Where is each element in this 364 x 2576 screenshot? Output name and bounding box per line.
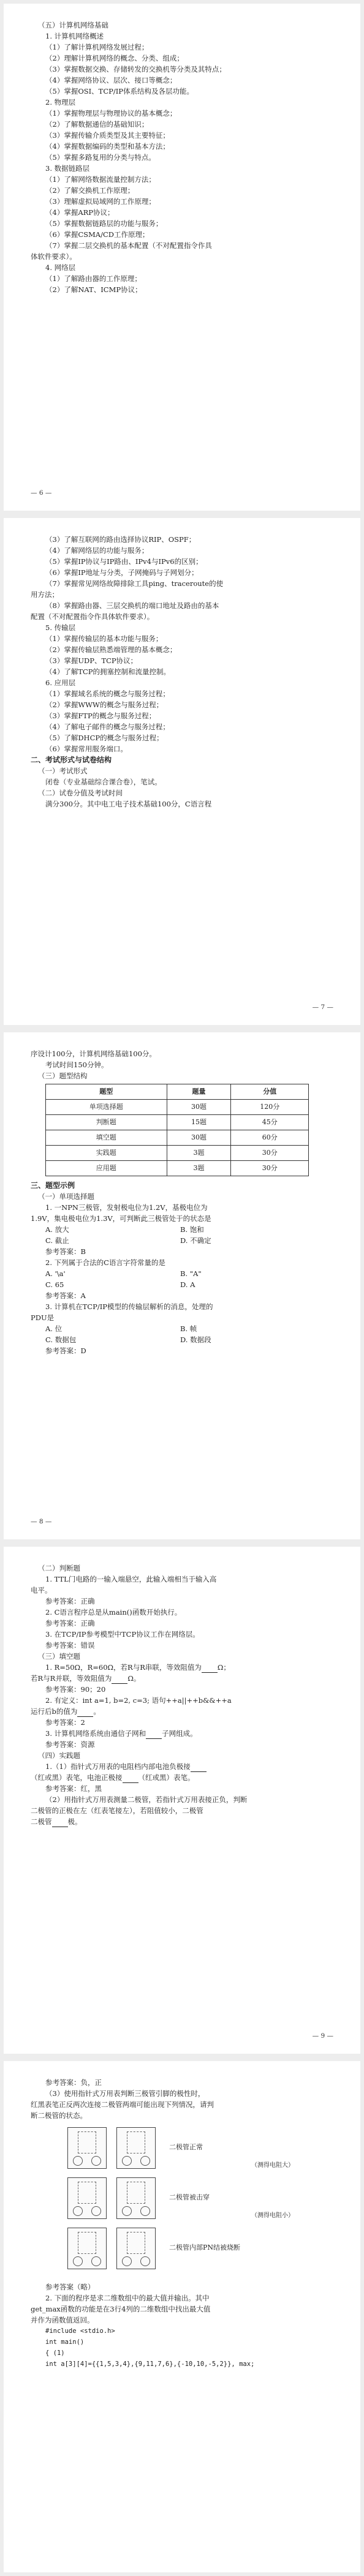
option-text: C. 数据包 [45, 1335, 77, 1344]
line-text: （2）了解交换机工作原理； [45, 186, 135, 195]
line-text: 参考答案：资源 [45, 1740, 95, 1749]
multimeter-icon [116, 2228, 156, 2269]
text-line [31, 2281, 333, 2292]
line-text: 参考答案：错误 [45, 1641, 95, 1650]
table-cell: 120分 [231, 1100, 309, 1115]
line-text: 。 [93, 1707, 100, 1716]
line-text: 3. 计算机在TCP/IP模型的传输层解析的消息，处理的 [45, 1302, 213, 1311]
line-text: 1. R=50Ω，R=60Ω，若R与R串联，等效阻值为 [45, 1663, 202, 1672]
line-text: （三）题型结构 [38, 1072, 88, 1080]
table-row [46, 1130, 309, 1146]
text-line [31, 1662, 333, 1673]
text-line [31, 556, 333, 567]
text-line [31, 1290, 333, 1301]
text-line [31, 1717, 333, 1728]
answer-blank [77, 1709, 93, 1717]
line-text: （一）单项选择题 [38, 1192, 94, 1201]
line-text: （3）了解互联网的路由选择协议RIP、OSPF； [45, 535, 196, 544]
text-line [31, 1048, 333, 1059]
text-line [31, 240, 333, 251]
text-line [31, 1629, 333, 1640]
line-text: （5）掌握多路复用的分类与特点。 [45, 153, 156, 162]
text-line [31, 567, 333, 578]
page-3 [4, 1032, 360, 1539]
line-text: （2）掌握WWW的概念与服务过程； [45, 700, 164, 709]
text-line [31, 75, 333, 86]
page-number: — 9 — [312, 2032, 333, 2040]
text-line [31, 1235, 333, 1246]
diode-diagram [67, 2125, 333, 2278]
text-line [31, 1257, 333, 1268]
line-text: 参考答案：正确 [45, 1597, 95, 1605]
line-text: 4. 网络层 [45, 263, 76, 272]
text-line [31, 787, 333, 798]
page-number: — 7 — [312, 1004, 333, 1011]
text-line [31, 1673, 333, 1684]
page-1 [4, 4, 360, 511]
line-text: （7）掌握常见网络故障排除工具ping、traceroute的使 [45, 579, 224, 588]
line-text: 二极管 [31, 1817, 52, 1826]
line-text: 参考答案（略） [45, 2283, 95, 2291]
question-type-table [45, 1084, 309, 1176]
option-text: B. 饱和 [180, 1225, 204, 1234]
table-cell: 3题 [167, 1161, 231, 1176]
text-line [31, 1640, 333, 1651]
text-line [31, 1585, 333, 1596]
line-text: 1. 一NPN三极管，发射极电位为1.2V，基极电位为 [45, 1203, 208, 1212]
text-line [31, 31, 333, 42]
line-text: 子网组成。 [162, 1729, 197, 1738]
line-text: 运行后b的值为 [31, 1707, 78, 1716]
text-line [31, 1279, 333, 1290]
table-cell: 30分 [231, 1161, 309, 1176]
line-text: 1.9V，集电极电位为1.3V，可判断此三极管处于的状态是 [31, 1214, 211, 1223]
line-text: 体软件要求）。 [31, 252, 77, 261]
table-cell: 30题 [167, 1100, 231, 1115]
table-header: 题型 [46, 1084, 167, 1100]
text-line [31, 284, 333, 295]
table-cell: 判断题 [46, 1115, 167, 1130]
line-text: （6）掌握CSMA/CD工作原理； [45, 230, 150, 239]
table-cell: 填空题 [46, 1130, 167, 1146]
page-number: — 8 — [31, 1518, 52, 1525]
table-cell: 实践题 [46, 1146, 167, 1161]
answer-blank [52, 1819, 68, 1827]
text-line [31, 721, 333, 732]
text-line [31, 699, 333, 710]
text-line [31, 1301, 333, 1312]
section-heading [31, 754, 333, 765]
text-line [31, 141, 333, 152]
line-text: （红或黑）表笔。 [138, 1773, 195, 1782]
table-row [46, 1146, 309, 1161]
line-text: 二、考试形式与试卷结构 [31, 756, 112, 764]
line-text: （1）了解网络数据流量控制方法； [45, 175, 156, 184]
text-line [31, 644, 333, 655]
text-line [31, 1761, 333, 1772]
text-line [31, 798, 333, 809]
page-2 [4, 518, 360, 1025]
text-line [31, 1213, 333, 1224]
diagram-tag: （测得电阻大） [251, 2162, 294, 2169]
text-line [31, 1684, 333, 1695]
text-line [31, 1783, 333, 1794]
line-text: （3）掌握传输介质类型及其主要特征； [45, 131, 170, 140]
option-text: D. A [180, 1280, 195, 1289]
line-text: 1.（1）指针式万用表的电阻档内部电池负极接 [45, 1762, 191, 1771]
section-heading [31, 1180, 333, 1191]
table-cell: 应用题 [46, 1161, 167, 1176]
table-cell: 15题 [167, 1115, 231, 1130]
text-line [31, 1794, 333, 1805]
line-text: （3）掌握数据交换、存储转发的交换机等分类及其特点； [45, 65, 226, 73]
diagram-label: 二极管被击穿 [169, 2193, 210, 2201]
line-text: （6）掌握常用服务端口。 [45, 745, 127, 753]
text-line [31, 545, 333, 556]
text-line [31, 1312, 333, 1323]
page-5-question [31, 2281, 333, 2326]
line-text: 若R与R并联，等效阻值为 [31, 1674, 112, 1683]
text-line [31, 600, 333, 611]
code-line: { (1) [45, 2349, 65, 2357]
line-text: （1）掌握物理层与物理协议的基本概念； [45, 109, 177, 118]
page-number: — 6 — [31, 489, 52, 497]
line-text: 参考答案：负，正 [45, 2078, 102, 2087]
line-text: 参考答案：A [45, 1291, 86, 1300]
line-text: （1）掌握传输层的基本功能与服务； [45, 634, 163, 643]
text-line [31, 1563, 333, 1574]
line-text: 1. TTL门电路的一输入端悬空，此输入端相当于输入高 [45, 1575, 217, 1583]
table-cell: 3题 [167, 1146, 231, 1161]
answer-blank [123, 1775, 138, 1783]
text-line [31, 174, 333, 185]
line-text: （3）掌握UDP、TCP协议； [45, 656, 138, 665]
line-text: 3. 在TCP/IP参考模型中TCP协议工作在网络层。 [45, 1630, 200, 1639]
line-text: 用方法； [31, 590, 59, 599]
text-line [31, 743, 333, 754]
code-line: int a[3][4]={{1,5,3,4},{9,11,7,6},{-10,10,-5,2}}, max; [45, 2360, 255, 2368]
line-text: 断二极管的状态。 [31, 2111, 87, 2120]
option-text: A. 位 [45, 1324, 63, 1333]
line-text: 参考答案：90；20 [45, 1685, 106, 1694]
text-line [31, 655, 333, 666]
line-text: （2）理解计算机网络的概念、分类、组成； [45, 54, 184, 62]
table-cell: 单项选择题 [46, 1100, 167, 1115]
text-line [31, 1695, 333, 1706]
line-text: （四）实践题 [38, 1751, 80, 1760]
diagram-tag: （测得电阻小） [251, 2212, 294, 2219]
text-line [31, 1246, 333, 1257]
line-text: （4）了解TCP的拥塞控制和流量控制。 [45, 667, 171, 676]
line-text: 闭卷（专业基础综合课合卷），笔试。 [45, 778, 162, 786]
line-text: 3. 数据链路层 [45, 164, 90, 173]
line-text: （1）了解路由器的工作原理； [45, 274, 142, 283]
line-text: （1）掌握域名系统的概念与服务过程； [45, 689, 170, 698]
option-text: B. "A" [180, 1269, 202, 1278]
line-text: （5）掌握IP协议与IP路由、IPv4与IPv6的区别； [45, 557, 203, 566]
line-text: 红黑表笔正反两次连接二极管两端可能出现下列情况，请判 [31, 2100, 214, 2109]
table-cell: 45分 [231, 1115, 309, 1130]
text-line [31, 1618, 333, 1629]
page-3-intro [31, 1048, 333, 1081]
line-text: （3）使用指针式万用表判断三极管引脚的极性时， [45, 2089, 205, 2098]
text-line [31, 196, 333, 207]
table-header: 题量 [167, 1084, 231, 1100]
text-line [31, 53, 333, 64]
text-line [31, 97, 333, 108]
option-text: A. 放大 [45, 1225, 69, 1234]
text-line [31, 1202, 333, 1213]
text-line [31, 42, 333, 53]
text-line [31, 1596, 333, 1607]
line-text: （2）了解数据通信的基础知识； [45, 120, 149, 129]
text-line [31, 1059, 333, 1070]
page-5-intro [31, 2077, 333, 2121]
table-row [46, 1100, 309, 1115]
line-text: （五）计算机网络基础 [38, 21, 108, 29]
text-line [31, 1816, 333, 1827]
text-line [31, 578, 333, 589]
page-1-body [31, 20, 333, 295]
text-line [31, 1805, 333, 1816]
text-line [31, 229, 333, 240]
line-text: （一）考试形式 [38, 767, 88, 775]
line-text: （4）掌握数据编码的类型和基本方法； [45, 142, 170, 151]
option-text: C. 截止 [45, 1236, 69, 1245]
line-text: 2. 下列属于合法的C语言字符常量的是 [45, 1258, 165, 1267]
line-text: （3）理解虚拟局域网的工作原理； [45, 197, 156, 206]
text-line [31, 1334, 333, 1345]
text-line [31, 152, 333, 163]
text-line [31, 1191, 333, 1202]
table-row [46, 1115, 309, 1130]
line-text: 二极管的正极在左（红表笔接左），若阻值较小，二极管 [31, 1806, 203, 1815]
line-text: 配置（不对配置指令作具体软件要求）。 [31, 612, 154, 621]
text-line [31, 732, 333, 743]
text-line [31, 1323, 333, 1334]
line-text: （2）掌握传输层熟悉端管理的基本概念； [45, 645, 177, 654]
text-line [31, 86, 333, 97]
diagram-label: 二极管内部PN结被烧断 [169, 2244, 241, 2251]
text-line [31, 218, 333, 229]
text-line [31, 163, 333, 174]
line-text: Ω； [217, 1663, 230, 1672]
text-line [31, 2077, 333, 2088]
multimeter-icon [67, 2127, 107, 2169]
text-line [31, 776, 333, 787]
text-line [31, 1345, 333, 1356]
text-line [31, 534, 333, 545]
line-text: 参考答案：正确 [45, 1619, 95, 1628]
line-text: （8）掌握路由器、三层交换机的端口地址及路由的基本 [45, 601, 219, 610]
line-text: 2. 下面的程序是求二维数组中的最大值并输出。其中 [45, 2294, 210, 2302]
text-line [31, 130, 333, 141]
text-line [31, 1224, 333, 1235]
page-4 [4, 1547, 360, 2054]
line-text: （3）掌握FTP的概念与服务过程； [45, 712, 156, 720]
line-text: 三、题型示例 [31, 1181, 75, 1190]
line-text: 3. 计算机网络系统由通信子网和 [45, 1729, 146, 1738]
line-text: 满分300分。其中电工电子技术基础100分，C语言程 [45, 800, 212, 808]
line-text: 序设计100分，计算机网络基础100分。 [31, 1050, 156, 1058]
line-text: 电平。 [31, 1586, 52, 1594]
text-line [31, 1607, 333, 1618]
text-line [31, 1651, 333, 1662]
line-text: （7）掌握二层交换机的基本配置（不对配置指令作具 [45, 241, 212, 250]
code-line: int main() [45, 2338, 85, 2346]
line-text: （三）填空题 [38, 1652, 80, 1661]
text-line [31, 611, 333, 622]
text-line [31, 119, 333, 130]
line-text: （2）了解NAT、ICMP协议； [45, 285, 142, 294]
text-line [31, 1728, 333, 1739]
answer-blank [146, 1731, 162, 1739]
answer-blank [112, 1676, 127, 1684]
line-text: 考试时间150分钟。 [45, 1061, 108, 1069]
code-line: #include <stdio.h> [45, 2327, 115, 2335]
text-line [31, 273, 333, 284]
text-line [31, 262, 333, 273]
text-line [31, 20, 333, 31]
diagram-label: 二极管正常 [169, 2143, 203, 2151]
line-text: （5）了解DHCP的概念与服务过程； [45, 734, 164, 742]
text-line [31, 2110, 333, 2121]
line-text: （1）了解计算机网络发展过程； [45, 43, 149, 51]
text-line [31, 1268, 333, 1279]
line-text: （6）掌握IP地址与分类，子网掩码与子网划分； [45, 568, 199, 577]
text-line [31, 677, 333, 688]
text-line [31, 765, 333, 776]
line-text: 参考答案：B [45, 1247, 86, 1256]
line-text: 参考答案：红，黑 [45, 1784, 102, 1793]
text-line [31, 2304, 333, 2315]
multimeter-icon [67, 2228, 107, 2269]
page-4-body [31, 1563, 333, 1827]
text-line [31, 185, 333, 196]
line-text: （4）掌握ARP协议； [45, 208, 115, 217]
line-text: （二）判断题 [38, 1564, 80, 1572]
answer-blank [202, 1665, 218, 1673]
line-text: （4）了解网络层的功能与服务； [45, 546, 149, 555]
line-text: （2）用指针式万用表测量二极管，若指针式万用表接正负，判断 [45, 1795, 248, 1804]
line-text: 2. C语言程序总是从main()函数开始执行。 [45, 1608, 182, 1617]
table-header: 分值 [231, 1084, 309, 1100]
line-text: （5）掌握数据链路层的功能与服务； [45, 219, 163, 228]
line-text: 参考答案：D [45, 1346, 86, 1355]
line-text: （4）了解电子邮件的概念与服务过程； [45, 723, 170, 731]
text-line [31, 1574, 333, 1585]
option-text: C. 65 [45, 1280, 64, 1289]
text-line [31, 64, 333, 75]
text-line [31, 622, 333, 633]
line-text: PDU是 [31, 1313, 55, 1322]
table-row [46, 1161, 309, 1176]
line-text: 5. 传输层 [45, 623, 76, 632]
text-line [31, 666, 333, 677]
text-line [31, 688, 333, 699]
option-text: B. 帧 [180, 1324, 197, 1333]
line-text: （4）掌握网络协议、层次、接口等概念； [45, 76, 177, 84]
page-5 [4, 2061, 360, 2572]
table-cell: 60分 [231, 1130, 309, 1146]
text-line [31, 1772, 333, 1783]
text-line [31, 1750, 333, 1761]
page-2-body [31, 534, 333, 809]
line-text: 并作为函数值返回。 [31, 2316, 94, 2324]
answer-blank [191, 1764, 207, 1772]
text-line [31, 1739, 333, 1750]
text-line [31, 2099, 333, 2110]
text-line [31, 2315, 333, 2326]
line-text: 6. 应用层 [45, 678, 76, 687]
multimeter-icon [67, 2177, 107, 2219]
text-line [31, 108, 333, 119]
line-text: （红或黑）表笔，电池正极接 [31, 1773, 123, 1782]
multimeter-icon [116, 2177, 156, 2219]
line-text: 1. 计算机网络概述 [45, 32, 104, 40]
line-text: （5）掌握OSI、TCP/IP体系结构及各层功能。 [45, 87, 194, 96]
text-line [31, 710, 333, 721]
line-text: 极。 [67, 1817, 82, 1826]
table-cell: 30题 [167, 1130, 231, 1146]
option-text: A. '\a' [45, 1269, 66, 1278]
text-line [31, 1070, 333, 1081]
line-text: （二）试卷分值及考试时间 [38, 789, 123, 797]
line-text: 参考答案：2 [45, 1718, 85, 1727]
text-line [31, 633, 333, 644]
text-line [31, 251, 333, 262]
line-text: 2. 有定义：int a=1, b=2, c=3; 语句++a||++b&&++a [45, 1696, 232, 1705]
text-line [31, 2088, 333, 2099]
option-text: D. 数据段 [180, 1335, 211, 1344]
line-text: Ω。 [127, 1674, 141, 1683]
text-line [31, 589, 333, 600]
page-3-examples [31, 1180, 333, 1356]
multimeter-icon [116, 2127, 156, 2169]
text-line [31, 2292, 333, 2304]
line-text: get_max函数的功能是在3行4列的二维数组中找出最大值 [31, 2305, 211, 2313]
line-text: 2. 物理层 [45, 98, 76, 107]
option-text: D. 不确定 [180, 1236, 211, 1245]
code-listing [31, 2326, 333, 2370]
text-line [31, 207, 333, 218]
table-cell: 30分 [231, 1146, 309, 1161]
text-line [31, 1706, 333, 1717]
